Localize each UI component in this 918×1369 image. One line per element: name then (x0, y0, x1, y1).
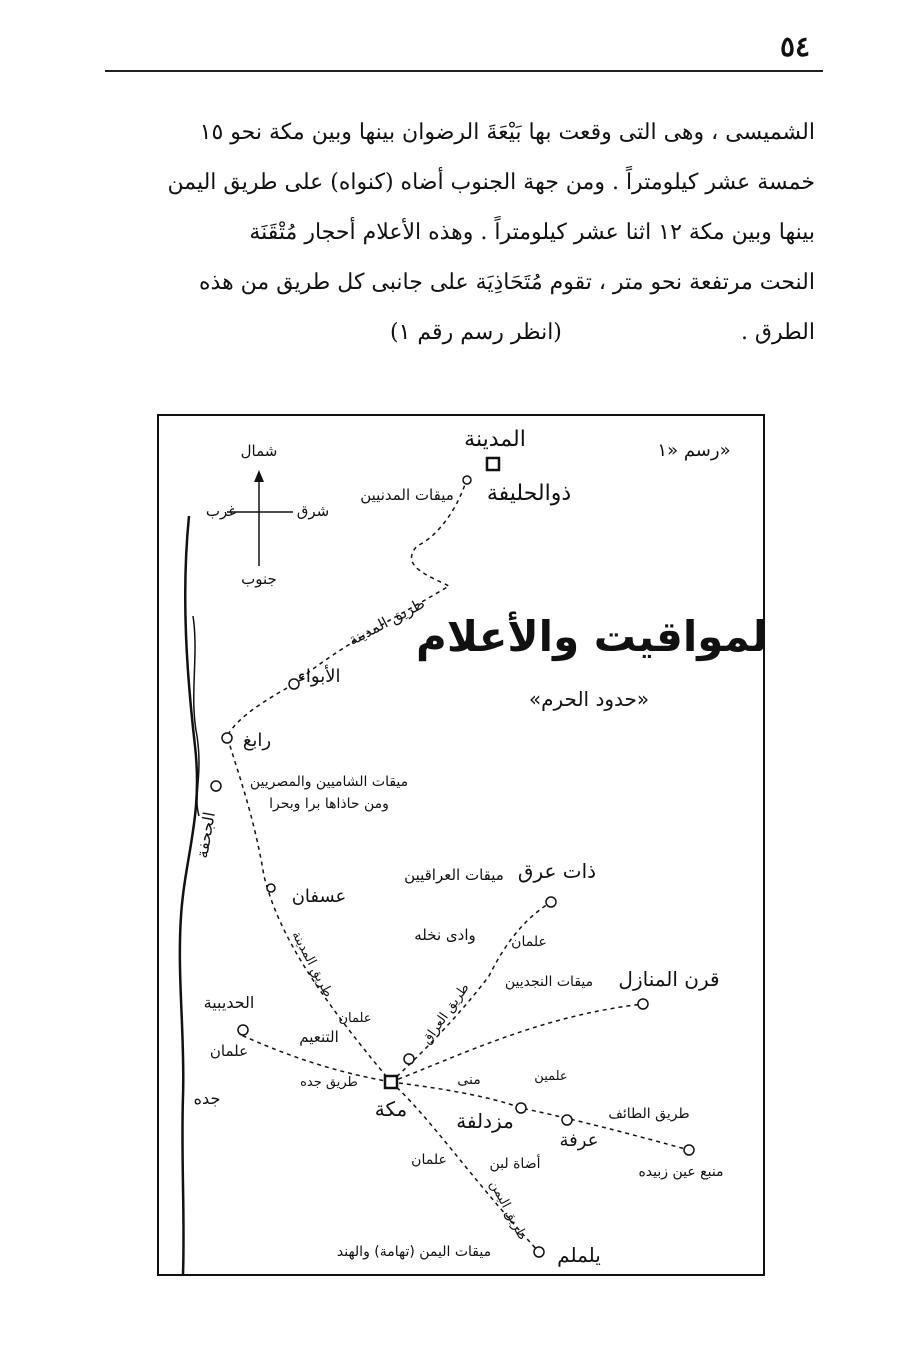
compass-north: شمال (240, 442, 278, 460)
compass-south: جنوب (241, 570, 277, 588)
label-road-yemen: طريق اليمن (486, 1178, 530, 1243)
label-dhul-hulayfa: ذوالحليفة (486, 481, 572, 506)
text-line: بينها وبين مكة ١٢ اثنا عشر كيلومتراً . وهذه الأعلام أحجار مُتْقَنَة (249, 220, 815, 245)
map-figure (157, 414, 765, 1276)
label-alman-1: علمان (511, 934, 547, 950)
label-road-madina-south: طريق المدينة (288, 928, 336, 1000)
label-juhfa: الجحفة (192, 810, 219, 860)
compass-east: شرق (296, 502, 330, 520)
label-ayn-zubayda: منبع عين زبيده (638, 1164, 724, 1180)
label-yalamlam: يلملم (557, 1243, 601, 1267)
label-rabigh: رابغ (242, 730, 272, 751)
map-svg (159, 416, 763, 1274)
text-line: الطرق . (740, 320, 815, 345)
label-road-madina: طريق المدينة (345, 593, 428, 650)
label-madina: المدينة (464, 427, 526, 452)
compass-west: غرب (205, 502, 237, 520)
label-wadi-nakhla: وادى نخله (414, 926, 476, 944)
makka-marker (385, 1076, 397, 1088)
text-line: الشميسى ، وهى التى وقعت بها بَيْعَةَ الرضوان بينها وبين مكة نحو ١٥ (199, 120, 815, 145)
label-adat-libn: أضاة لبن (489, 1156, 541, 1172)
label-tanim: التنعيم (299, 1028, 339, 1046)
label-makka: مكة (374, 1097, 408, 1121)
label-alman-3: علمان (338, 1011, 372, 1026)
label-road-taif: طريق الطائف (608, 1106, 690, 1122)
label-muzdalifa: مزدلفة (456, 1109, 514, 1133)
label-qarn: قرن المنازل (618, 967, 720, 991)
label-alamayn: علمين (534, 1069, 568, 1084)
page-number: ٥٤ (780, 30, 811, 63)
figure-reference: (انظر رسم رقم ١) (390, 320, 562, 345)
text-line: خمسة عشر كيلومتراً . ومن جهة الجنوب أضاه (كنواه) على طريق اليمن (167, 170, 815, 195)
label-miqat-najd: ميقات النجديين (504, 974, 594, 990)
label-miqat-sham-2: ومن حاذاها برا وبحرا (269, 796, 389, 812)
label-arafa: عرفة (559, 1130, 599, 1151)
label-mina: منى (457, 1072, 481, 1088)
text-line: النحت مرتفعة نحو متر ، تقوم مُتَحَاذِيَة على جانبى كل طريق من هذه (199, 270, 815, 295)
body-paragraph (100, 108, 815, 358)
label-alman-4: علمان (411, 1152, 447, 1168)
label-miqat-sham-1: ميقات الشاميين والمصريين (249, 774, 409, 790)
label-miqat-madani: ميقات المدنيين (360, 486, 454, 504)
map-title: المواقيت والأعلام (416, 612, 763, 661)
figure-label: رسم «١» (657, 440, 731, 461)
label-alman-2: علمان (209, 1042, 249, 1060)
label-dhat-irq: ذات عرق (517, 859, 597, 883)
label-miqat-iraq: ميقات العراقيين (404, 866, 504, 884)
header-rule (105, 70, 823, 72)
label-road-iraq: طريق العراق (419, 980, 473, 1048)
label-abwa: الأبواء (297, 666, 341, 687)
label-miqat-yemen: ميقات اليمن (تهامة) والهند (336, 1244, 492, 1260)
text-line-last (100, 308, 815, 358)
label-usfan: عسفان (291, 886, 347, 907)
madina-marker (487, 458, 499, 470)
label-jidda: جده (193, 1089, 221, 1108)
map-subtitle: «حدود الحرم» (528, 687, 650, 711)
label-road-jidda: طريق جده (300, 1075, 358, 1090)
north-arrow-icon (254, 470, 264, 482)
label-hudaybiya: الحديبية (203, 993, 255, 1012)
